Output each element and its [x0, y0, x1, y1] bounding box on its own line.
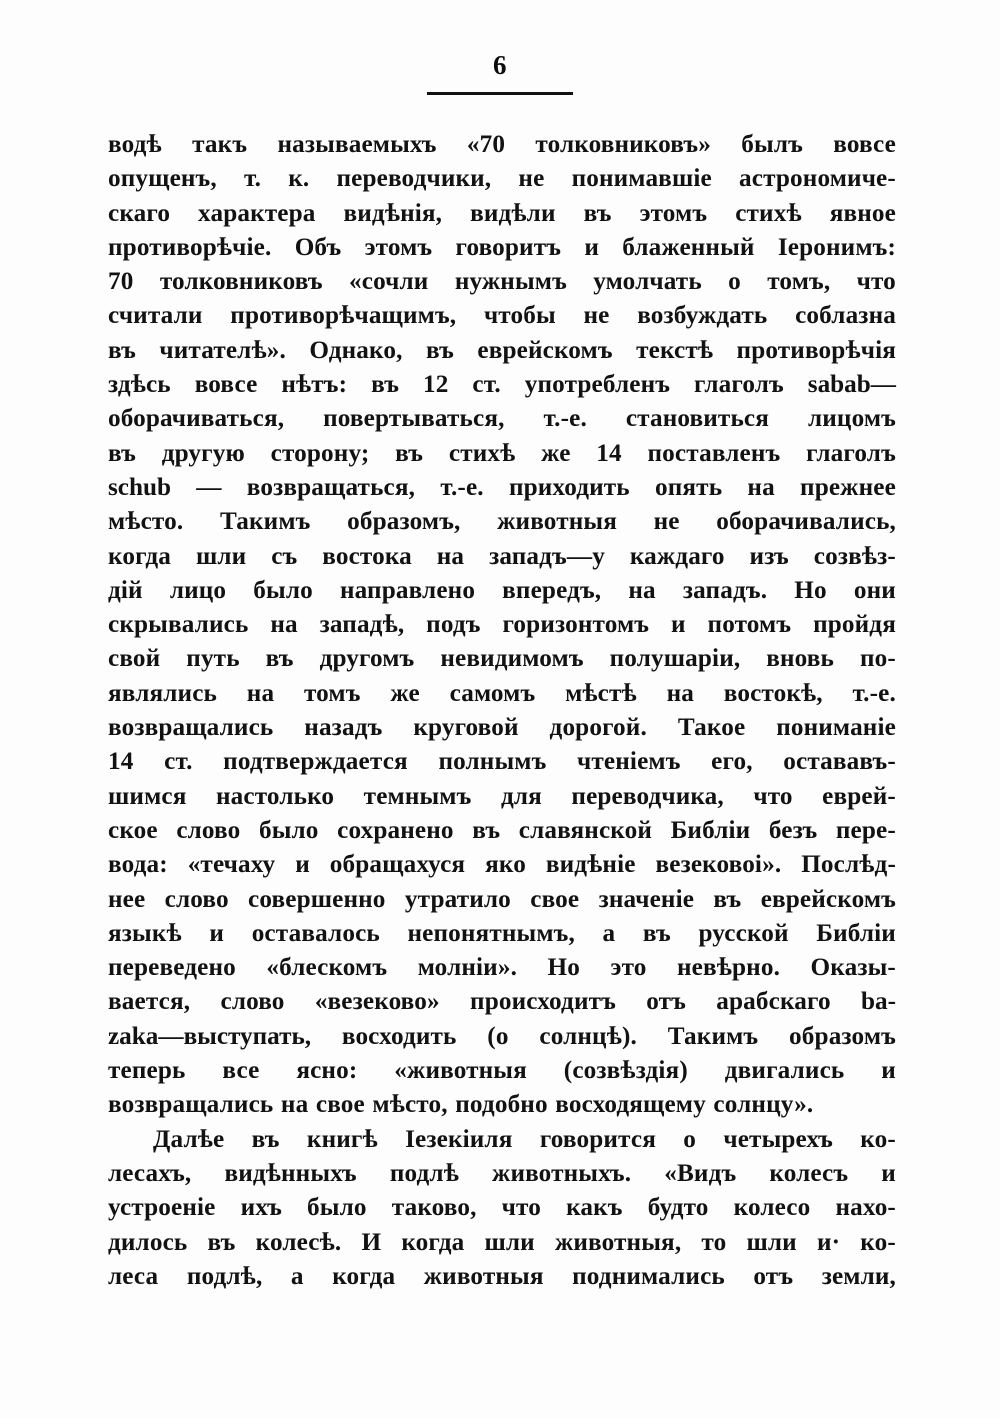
word: астрономиче- — [739, 165, 896, 193]
word: на — [280, 1091, 309, 1119]
text-line — [108, 1054, 896, 1088]
word: созвѣз- — [813, 542, 896, 570]
word: подъ — [426, 611, 481, 639]
word: нужнымъ — [454, 268, 567, 296]
word: И — [361, 1228, 382, 1256]
word: считали — [108, 302, 203, 330]
text-line — [108, 1226, 896, 1260]
word: чтеніемъ — [577, 748, 681, 776]
word: въ — [395, 439, 424, 467]
word: глаголъ — [806, 439, 896, 467]
word: солнцѣ). — [539, 1022, 637, 1050]
word: sabab— — [807, 371, 896, 399]
word: непонятнымъ, — [407, 919, 575, 947]
word: Іеронимъ: — [777, 233, 896, 261]
text-line — [108, 1123, 896, 1157]
word: настолько — [216, 782, 335, 810]
word: говоритъ — [455, 233, 562, 261]
word: стихѣ — [448, 439, 516, 467]
word: Объ — [294, 233, 342, 261]
word: Но — [794, 576, 827, 604]
word: на — [628, 576, 656, 604]
word: к. — [288, 165, 310, 193]
word: земли, — [821, 1262, 896, 1290]
word: опять — [655, 473, 723, 501]
word: темнымъ — [363, 782, 472, 810]
text-line — [108, 162, 896, 196]
word: (о — [487, 1022, 509, 1050]
word: вовсе — [833, 131, 896, 158]
word: въ — [426, 336, 454, 364]
word: Такимъ — [219, 508, 311, 536]
word: восходящему — [555, 1091, 706, 1119]
word: лесахъ, — [108, 1159, 192, 1187]
word: въ — [251, 1125, 280, 1153]
word: дилось — [108, 1228, 188, 1256]
word: пониманіе — [776, 714, 896, 742]
word: совершенно — [248, 885, 386, 913]
word: въ — [642, 919, 671, 947]
page-header — [0, 52, 1000, 95]
word: образомъ — [789, 1022, 896, 1050]
word: пройдя — [813, 611, 896, 639]
word: этомъ — [364, 233, 433, 261]
word: направлено — [339, 576, 476, 604]
word: т. — [244, 165, 262, 193]
word: ba- — [861, 988, 896, 1016]
word: Такое — [677, 714, 746, 742]
word: 14 — [596, 439, 622, 467]
word: они — [853, 576, 896, 604]
word: каждаго — [629, 542, 725, 570]
word: «сочли — [349, 268, 429, 296]
word: подобно — [455, 1091, 548, 1119]
word: восходить — [341, 1022, 457, 1050]
word: «блескомъ — [266, 954, 388, 982]
word: въ — [108, 336, 136, 364]
word: леса — [108, 1262, 159, 1290]
word: 12 — [423, 371, 449, 399]
word: «животныя — [394, 1057, 527, 1085]
word: называемыхъ — [277, 131, 437, 158]
word: употребленъ — [524, 371, 671, 399]
word: Библіи — [670, 816, 751, 844]
word: безъ — [768, 816, 818, 844]
word: устроеніе — [108, 1194, 216, 1222]
word: животныхъ. — [492, 1159, 632, 1187]
word: стихѣ — [735, 199, 802, 227]
word: значеніе — [598, 885, 695, 913]
word: полнымъ — [438, 748, 547, 776]
word: являлись — [108, 679, 217, 707]
word: 70 — [108, 268, 134, 296]
word: т.-е. — [852, 679, 896, 707]
text-line — [108, 642, 896, 676]
word: то — [701, 1228, 727, 1256]
word: сохранено — [337, 816, 454, 844]
word: сторону; — [270, 439, 370, 467]
word: на — [747, 473, 775, 501]
word: повертываться, — [323, 405, 505, 433]
word: четырехъ — [723, 1125, 833, 1153]
word: оставалось — [251, 919, 380, 947]
text-line — [108, 985, 896, 1019]
word: еврейскомъ — [760, 885, 896, 913]
word: не — [653, 508, 680, 536]
word: «Видъ — [664, 1159, 737, 1187]
word: слово — [220, 988, 285, 1016]
word: глаголъ — [694, 371, 784, 399]
word: видѣнныхъ — [224, 1159, 357, 1187]
word: на — [666, 679, 694, 707]
word: мѣсто. — [108, 508, 184, 536]
word: дій — [108, 576, 143, 604]
word: слово — [164, 885, 229, 913]
word: вается, — [108, 988, 191, 1016]
word: противорѣчащимъ, — [230, 302, 457, 330]
word: по- — [859, 645, 896, 673]
word: мѣсто, — [372, 1091, 448, 1119]
word: молніи». — [417, 954, 518, 982]
text-line — [108, 402, 896, 436]
word: характера — [198, 199, 316, 227]
text-line — [108, 848, 896, 882]
word: же — [541, 439, 571, 467]
word: пере- — [835, 816, 896, 844]
word: томъ, — [767, 268, 831, 296]
text-line — [108, 814, 896, 848]
word: мѣстѣ — [565, 679, 637, 707]
word: этомъ — [639, 199, 708, 227]
text-line — [108, 265, 896, 299]
word: въ — [583, 199, 612, 227]
word: явное — [829, 199, 896, 227]
word: свое — [315, 1091, 365, 1119]
word: возвращались — [108, 1091, 274, 1119]
word: было — [307, 1194, 367, 1222]
word: нѣтъ: — [281, 371, 348, 399]
word: на — [436, 542, 465, 570]
word: теперь — [108, 1057, 186, 1085]
word: колесъ — [769, 1159, 849, 1187]
word: самомъ — [449, 679, 536, 707]
text-line — [108, 334, 896, 368]
word: текстѣ — [636, 336, 714, 364]
word: колесѣ. — [255, 1228, 342, 1256]
word: западъ. — [682, 576, 768, 604]
word: нахо- — [835, 1194, 896, 1222]
word: подтверждается — [223, 748, 408, 776]
word: когда — [108, 542, 172, 570]
word: двигались — [724, 1057, 845, 1085]
word: водѣ — [108, 131, 162, 158]
word: солнцу». — [713, 1091, 814, 1119]
word: «70 — [466, 131, 506, 158]
word: томъ — [303, 679, 361, 707]
word: а — [602, 919, 616, 947]
word: вновь — [766, 645, 835, 673]
word: и — [584, 233, 599, 261]
word: schub — [108, 473, 172, 501]
word: поставленъ — [647, 439, 781, 467]
word: о — [683, 1125, 697, 1153]
word: горизонтомъ — [502, 611, 650, 639]
word: Оказы- — [810, 954, 896, 982]
word: животныя — [497, 508, 617, 536]
word: возбуждать — [637, 302, 768, 330]
word: остававъ- — [783, 748, 896, 776]
word: опущенъ, — [108, 165, 217, 193]
text-line — [108, 437, 896, 471]
word: соблазна — [795, 302, 896, 330]
word: (созвѣздія) — [563, 1057, 688, 1085]
word: нее — [108, 885, 146, 913]
word: лицомъ — [807, 405, 896, 433]
word: возвращались — [108, 714, 274, 742]
word: въ — [371, 371, 400, 399]
word: еврейскомъ — [477, 336, 613, 364]
text-line — [108, 711, 896, 745]
word: когда — [332, 1262, 396, 1290]
word: колесо — [733, 1194, 811, 1222]
word: видѣніе — [545, 851, 636, 879]
text-line — [108, 574, 896, 608]
word: для — [500, 782, 542, 810]
text-line — [108, 368, 896, 402]
word: Библіи — [816, 919, 896, 947]
word: книгѣ — [306, 1125, 378, 1153]
word: Послѣд- — [801, 851, 896, 879]
word: впередъ, — [502, 576, 602, 604]
word: шимся — [108, 782, 187, 810]
word: еврей- — [822, 782, 896, 810]
word: назадъ — [304, 714, 383, 742]
word: круговой — [413, 714, 519, 742]
word: на — [270, 611, 298, 639]
word: и — [670, 611, 686, 639]
word: русской — [698, 919, 789, 947]
word: что — [856, 268, 896, 296]
word: ясно: — [296, 1057, 358, 1085]
word: славянской — [518, 816, 653, 844]
word: невѣрно. — [677, 954, 781, 982]
text-line — [108, 128, 896, 162]
word: т.-е. — [440, 473, 484, 501]
word: «течаху — [187, 851, 276, 879]
word: шли — [746, 1228, 797, 1256]
text-line — [108, 780, 896, 814]
word: таково, — [391, 1194, 477, 1222]
word: скаго — [108, 199, 171, 227]
word: былъ — [741, 131, 803, 158]
word: не — [518, 165, 545, 193]
word: что — [501, 1194, 541, 1222]
word: въ — [207, 1228, 236, 1256]
word: шли — [195, 542, 247, 570]
word: противорѣчія — [736, 336, 896, 364]
word: обращахуся — [329, 851, 466, 879]
word: въ — [265, 645, 294, 673]
word: все — [222, 1057, 260, 1085]
word: ихъ — [240, 1194, 282, 1222]
word: т.-е. — [543, 405, 587, 433]
word: и — [209, 919, 225, 947]
word: что — [753, 782, 793, 810]
word: не — [583, 302, 610, 330]
text-line — [108, 471, 896, 505]
word: будто — [647, 1194, 709, 1222]
word: переводчика, — [571, 782, 724, 810]
word: такъ — [192, 131, 248, 158]
word: путь — [186, 645, 240, 673]
word: языкѣ — [108, 919, 182, 947]
word: здѣсь — [108, 371, 171, 399]
word: шли — [484, 1228, 535, 1256]
header-rule — [427, 92, 573, 95]
word: яко — [485, 851, 526, 879]
word: утратило — [404, 885, 511, 913]
text-line — [108, 917, 896, 951]
word: zaka—выступать, — [108, 1022, 312, 1050]
word: ст. — [472, 371, 501, 399]
word: изъ — [749, 542, 789, 570]
word: на — [246, 679, 275, 707]
word: Однако, — [309, 336, 403, 364]
word: востока — [322, 542, 412, 570]
word: Такимъ — [667, 1022, 759, 1050]
text-line — [108, 745, 896, 779]
word: въ — [472, 816, 501, 844]
word: свое — [530, 885, 580, 913]
word: ское — [108, 816, 158, 844]
word: когда — [401, 1228, 465, 1256]
word: происходитъ — [470, 988, 616, 1016]
word: видѣнія, — [343, 199, 443, 227]
word: ко- — [860, 1125, 896, 1153]
word: и — [295, 851, 310, 879]
word: Іезекіиля — [405, 1125, 513, 1153]
text-line — [108, 608, 896, 642]
body-text — [108, 128, 896, 1294]
word: толковниковъ — [159, 268, 323, 296]
word: потомъ — [707, 611, 792, 639]
text-line — [108, 1020, 896, 1054]
word: слово — [176, 816, 241, 844]
word: животныя — [423, 1262, 544, 1290]
word: оборачиваться, — [108, 405, 285, 433]
text-line — [108, 1157, 896, 1191]
word: приходить — [508, 473, 630, 501]
text-line — [108, 197, 896, 231]
word: противорѣчіе. — [108, 233, 272, 261]
word: Далѣе — [153, 1125, 225, 1153]
word: везековоi». — [655, 851, 782, 879]
word: западѣ, — [319, 611, 405, 639]
text-line — [108, 1260, 896, 1294]
word: это — [610, 954, 647, 982]
word: переведено — [108, 954, 236, 982]
word: ко- — [860, 1228, 896, 1256]
word: и — [881, 1057, 896, 1085]
word: о — [728, 268, 741, 296]
word: вода: — [108, 851, 168, 879]
word: 14 — [108, 748, 134, 776]
word: видѣли — [470, 199, 556, 227]
word: отъ — [646, 988, 687, 1016]
text-line — [108, 677, 896, 711]
word: и· — [816, 1228, 841, 1256]
word: какъ — [566, 1194, 623, 1222]
word: становиться — [625, 405, 770, 433]
word: скрывались — [108, 611, 249, 639]
word: востокѣ, — [723, 679, 823, 707]
text-line — [108, 231, 896, 265]
word: въ — [713, 885, 742, 913]
text-line — [108, 1088, 896, 1122]
text-line — [108, 883, 896, 917]
word: читателѣ». — [159, 336, 286, 364]
word: и — [881, 1159, 896, 1187]
word: его, — [711, 748, 753, 776]
word: подлѣ — [389, 1159, 459, 1187]
word: съ — [271, 542, 298, 570]
word: животныя, — [554, 1228, 682, 1256]
word: блаженный — [622, 233, 755, 261]
word: было — [253, 576, 313, 604]
text-line — [108, 299, 896, 333]
word: Но — [547, 954, 581, 982]
text-line — [108, 951, 896, 985]
word: чтобы — [483, 302, 556, 330]
word: — — [196, 473, 222, 501]
word: отъ — [753, 1262, 794, 1290]
word: говорится — [539, 1125, 656, 1153]
word: дорогой. — [549, 714, 647, 742]
word: образомъ, — [347, 508, 461, 536]
word: поднимались — [572, 1262, 725, 1290]
text-line — [108, 505, 896, 539]
word: «везеково» — [314, 988, 440, 1016]
word: лицо — [169, 576, 227, 604]
word: а — [290, 1262, 304, 1290]
word: западъ—у — [489, 542, 605, 570]
word: же — [390, 679, 420, 707]
word: оборачивались, — [716, 508, 896, 536]
word: въ — [108, 439, 136, 467]
text-line — [108, 1191, 896, 1225]
word: понимавшіе — [571, 165, 712, 193]
word: арабскаго — [716, 988, 831, 1016]
word: невидимомъ — [440, 645, 584, 673]
word: другую — [161, 439, 245, 467]
word: ст. — [164, 748, 193, 776]
word: подлѣ, — [186, 1262, 263, 1290]
word: возвращаться, — [246, 473, 416, 501]
word: свой — [108, 645, 161, 673]
word: другомъ — [319, 645, 415, 673]
word: толковниковъ» — [535, 131, 711, 158]
page-number: 6 — [493, 50, 507, 80]
word: прежнее — [800, 473, 896, 501]
word: было — [258, 816, 319, 844]
word: переводчики, — [336, 165, 492, 193]
text-line — [108, 540, 896, 574]
word: полушаріи, — [609, 645, 741, 673]
word: умолчать — [593, 268, 702, 296]
word: вовсе — [194, 371, 258, 399]
